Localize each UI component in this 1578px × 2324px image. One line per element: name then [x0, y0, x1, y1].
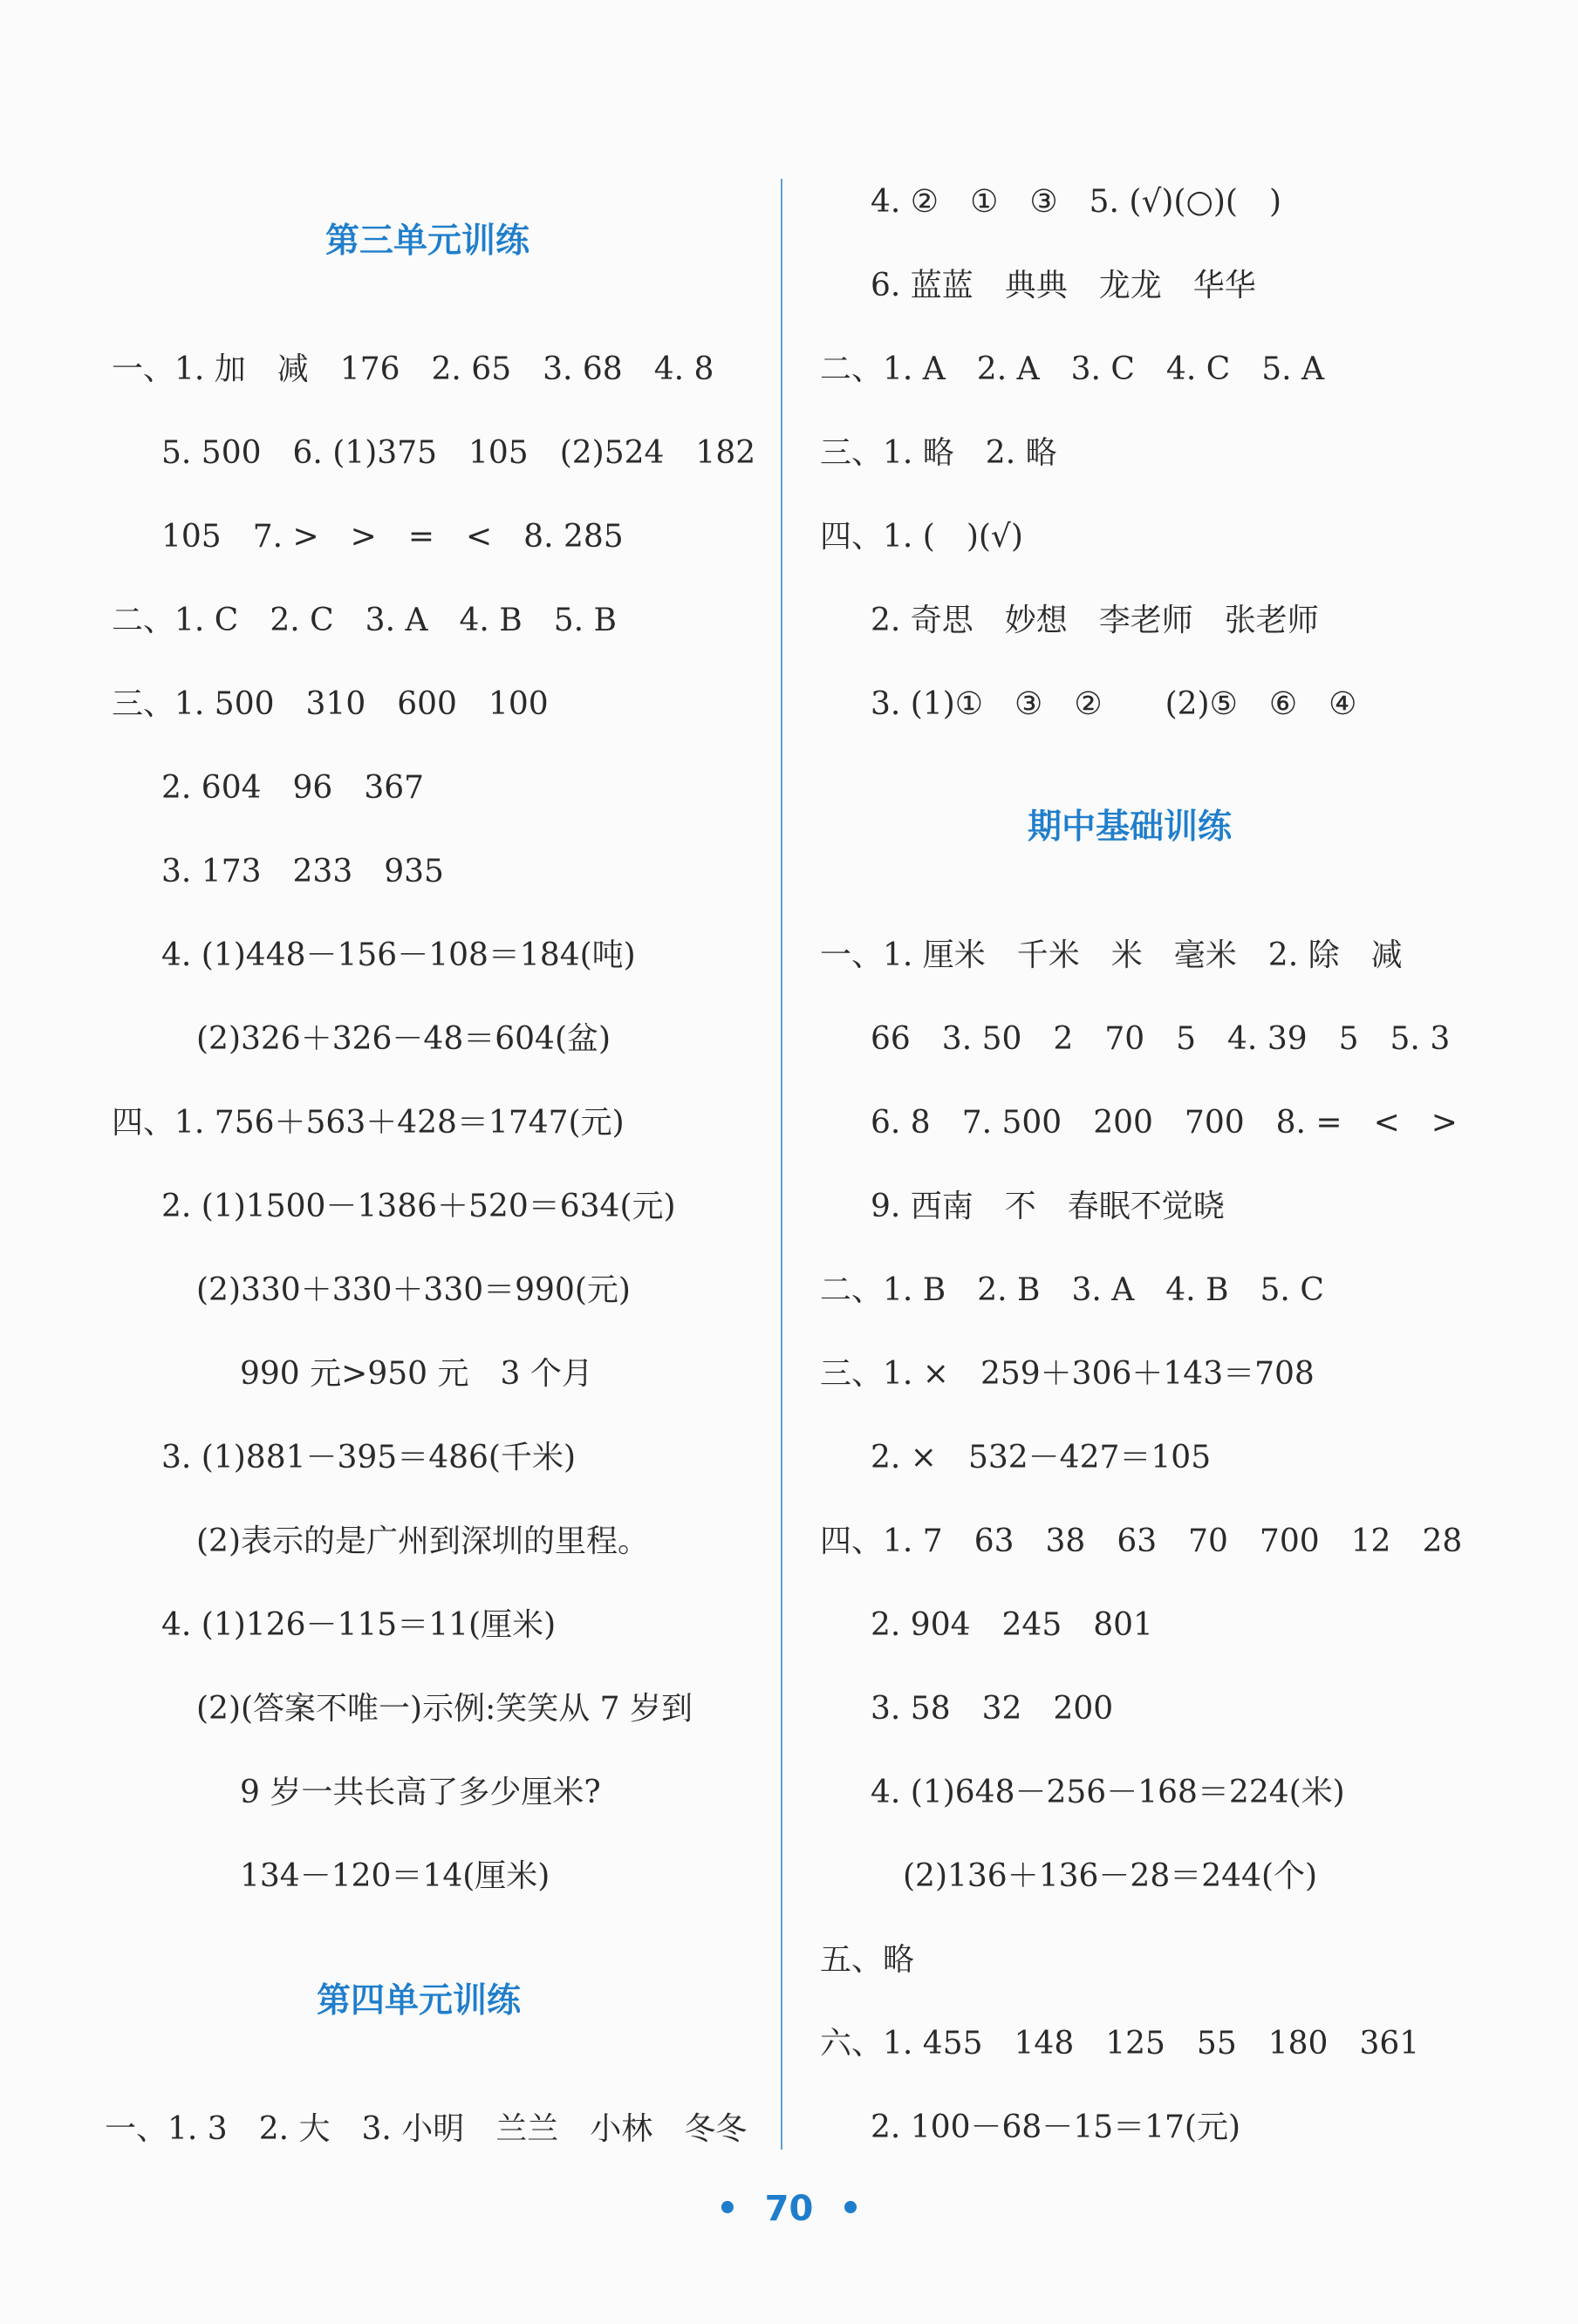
answer-line: 3. 173 233 935 [161, 854, 444, 889]
section-title-unit4: 第四单元训练 [317, 1981, 522, 2021]
answer-line: 6. 8 7. 500 200 700 8. = < > [871, 1105, 1458, 1141]
answer-line: 六、1. 455 148 125 55 180 361 [820, 2026, 1420, 2062]
answer-line: 2. 904 245 801 [871, 1607, 1153, 1643]
answer-line: 五、略 [820, 1942, 915, 1978]
answer-line: 一、1. 3 2. 大 3. 小明 兰兰 小林 冬冬 [105, 2111, 748, 2147]
answer-line: (2)(答案不唯一)示例:笑笑从 7 岁到 [196, 1691, 693, 1727]
answer-line: 四、1. 756＋563＋428＝1747(元) [112, 1105, 625, 1141]
answer-line: 一、1. 加 减 176 2. 65 3. 68 4. 8 [112, 351, 714, 387]
answer-line: 三、1. 略 2. 略 [820, 435, 1057, 471]
answer-line: 2. 奇思 妙想 李老师 张老师 [871, 603, 1319, 638]
answer-line: 二、1. A 2. A 3. C 4. C 5. A [820, 351, 1325, 387]
answer-line: 6. 蓝蓝 典典 龙龙 华华 [871, 268, 1256, 303]
answer-line: (2)330＋330＋330＝990(元) [196, 1272, 631, 1308]
answer-line: (2)326＋326－48＝604(盆) [196, 1021, 611, 1057]
section-title-unit3: 第三单元训练 [325, 221, 530, 261]
answer-line: 5. 500 6. (1)375 105 (2)524 182 [161, 435, 756, 471]
answer-line: 二、1. B 2. B 3. A 4. B 5. C [820, 1272, 1324, 1308]
answer-line: 9 岁一共长高了多少厘米? [240, 1775, 601, 1810]
answer-line: 2. × 532－427＝105 [871, 1440, 1212, 1476]
answer-line: 四、1. 7 63 38 63 70 700 12 28 [820, 1523, 1463, 1559]
answer-line: 4. ② ① ③ 5. (√)(○)( ) [871, 184, 1282, 220]
answer-line: 4. (1)648－256－168＝224(米) [871, 1775, 1345, 1810]
answer-line: 990 元>950 元 3 个月 [240, 1356, 593, 1392]
answer-line: 四、1. ( )(√) [820, 519, 1023, 555]
page-number: 70 [764, 2189, 814, 2229]
answer-line: 3. (1)① ③ ② (2)⑤ ⑥ ④ [871, 686, 1357, 722]
section-title-midterm: 期中基础训练 [1028, 808, 1233, 847]
answer-line: 134－120＝14(厘米) [240, 1858, 550, 1894]
right-column [816, 0, 1566, 2215]
answer-line: 三、1. × 259＋306＋143＝708 [820, 1356, 1315, 1392]
answer-line: 2. 604 96 367 [161, 770, 425, 806]
column-divider [781, 179, 782, 2150]
answer-line: 4. (1)126－115＝11(厘米) [161, 1607, 557, 1643]
footer-dot-right: • [839, 2189, 862, 2229]
answer-line: 3. 58 32 200 [871, 1691, 1114, 1727]
answer-line: 105 7. > > = < 8. 285 [161, 519, 624, 555]
answer-line: (2)136＋136－28＝244(个) [903, 1858, 1318, 1894]
answer-line: 2. 100－68－15＝17(元) [871, 2109, 1241, 2145]
answer-line: 4. (1)448－156－108＝184(吨) [161, 937, 636, 973]
left-column [105, 0, 855, 2215]
answer-line: 2. (1)1500－1386＋520＝634(元) [161, 1189, 676, 1224]
answer-line: 66 3. 50 2 70 5 4. 39 5 5. 3 [871, 1021, 1451, 1057]
answer-line: 三、1. 500 310 600 100 [112, 686, 549, 722]
answer-line: 3. (1)881－395＝486(千米) [161, 1440, 577, 1476]
answer-line: (2)表示的是广州到深圳的里程。 [196, 1523, 649, 1559]
answer-line: 一、1. 厘米 千米 米 毫米 2. 除 减 [820, 937, 1403, 973]
answer-line: 9. 西南 不 春眠不觉晓 [871, 1189, 1225, 1224]
page-footer [0, 2189, 1578, 2229]
answer-line: 二、1. C 2. C 3. A 4. B 5. B [112, 603, 617, 638]
footer-dot-left: • [716, 2189, 739, 2229]
